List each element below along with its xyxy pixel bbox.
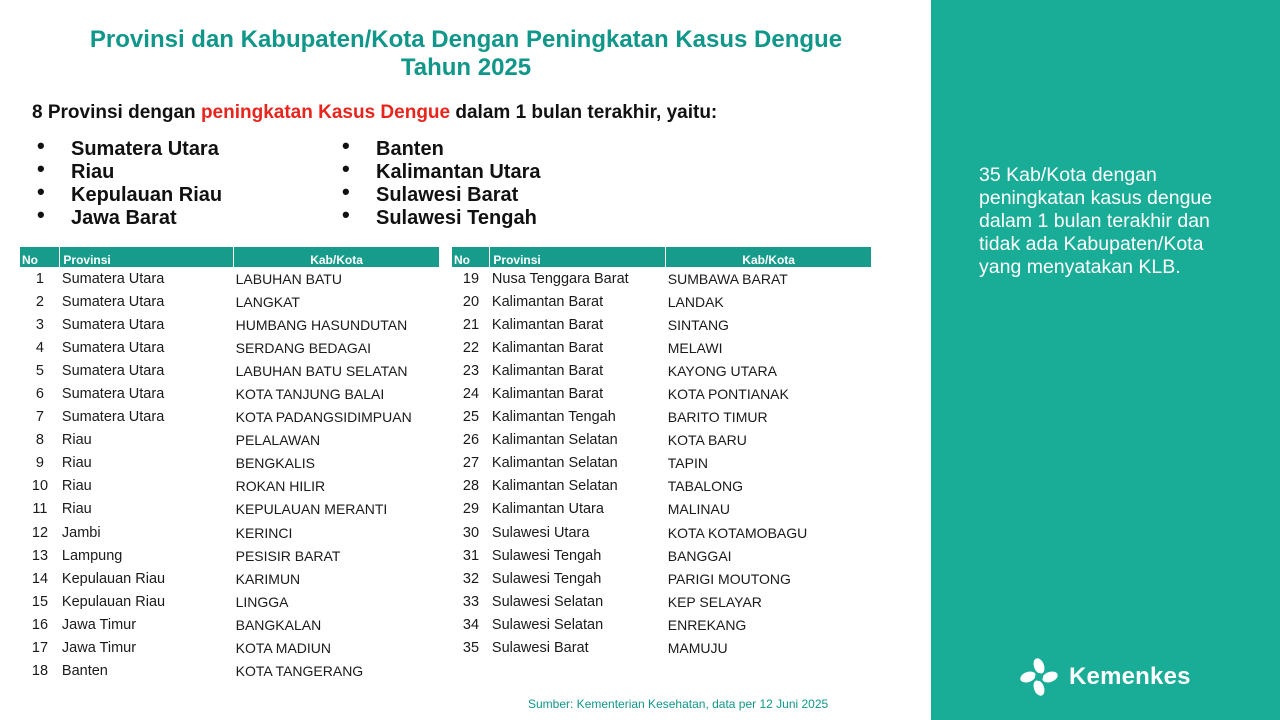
row-number: 29: [462, 501, 480, 518]
province-bullet-item: [37, 202, 222, 230]
table-row: [452, 452, 872, 475]
province-cell: Kepulauan Riau: [61, 593, 166, 610]
row-number: 33: [462, 593, 480, 610]
district-cell: KOTA MADIUN: [235, 640, 332, 657]
province-cell: Sumatera Utara: [61, 270, 165, 287]
province-cell: Kalimantan Barat: [491, 293, 604, 310]
district-cell: SERDANG BEDAGAI: [235, 339, 371, 356]
district-cell: MAMUJU: [667, 640, 728, 657]
header-provinsi: Provinsi: [490, 247, 666, 267]
row-number: 14: [31, 570, 49, 587]
table-row: [452, 544, 872, 567]
row-number: 26: [462, 432, 480, 449]
row-number: 32: [462, 570, 480, 587]
table-row: [452, 637, 872, 660]
district-cell: LABUHAN BATU: [235, 270, 342, 287]
district-cell: KOTA PONTIANAK: [667, 386, 789, 403]
province-cell: Banten: [61, 663, 108, 680]
table-row: [452, 498, 872, 521]
district-cell: TABALONG: [667, 478, 743, 495]
row-number: 30: [462, 524, 480, 541]
province-cell: Kepulauan Riau: [61, 570, 166, 587]
province-cell: Riau: [61, 478, 92, 495]
row-number: 17: [31, 640, 49, 657]
header-no: No: [20, 247, 60, 267]
province-bullet-item: [342, 202, 541, 230]
kemenkes-logo-icon: [1019, 657, 1059, 697]
province-cell: Nusa Tenggara Barat: [491, 270, 629, 287]
province-cell: Jawa Timur: [61, 616, 137, 633]
district-cell: LANGKAT: [235, 293, 300, 310]
province-cell: Riau: [61, 432, 92, 449]
district-table-1: [20, 247, 440, 683]
row-number: 27: [462, 455, 480, 472]
table-row: [20, 567, 440, 590]
province-cell: Riau: [61, 455, 92, 472]
table-row: [20, 590, 440, 613]
table-header-row: [452, 247, 872, 267]
table-row: [20, 336, 440, 359]
province-name: Sulawesi Barat: [376, 184, 519, 206]
province-list-left: [37, 133, 223, 230]
page-title-line-2: Tahun 2025: [400, 54, 532, 81]
province-cell: Kalimantan Barat: [491, 362, 604, 379]
province-cell: Kalimantan Barat: [491, 316, 604, 333]
table-row: [20, 452, 440, 475]
table-row: [452, 590, 872, 613]
province-bullet-item: [37, 179, 223, 207]
table-row: [20, 544, 440, 567]
kemenkes-logo: [1019, 657, 1191, 697]
row-number: 15: [31, 593, 49, 610]
table-row: [452, 406, 872, 429]
province-cell: Sulawesi Selatan: [491, 616, 604, 633]
table-row: [452, 359, 872, 382]
table-row: [20, 613, 440, 636]
row-number: 12: [31, 524, 49, 541]
table-row: [20, 660, 440, 683]
district-cell: KARIMUN: [235, 570, 301, 587]
table-row: [452, 336, 872, 359]
province-name: Sulawesi Tengah: [376, 207, 537, 229]
district-cell: PELALAWAN: [235, 432, 321, 449]
province-cell: Sumatera Utara: [61, 293, 165, 310]
district-cell: ROKAN HILIR: [235, 478, 326, 495]
row-number: 4: [35, 339, 44, 356]
province-name: Banten: [376, 138, 444, 160]
table-row: [20, 429, 440, 452]
district-cell: MALINAU: [667, 501, 730, 518]
row-number: 22: [462, 339, 480, 356]
district-cell: ENREKANG: [667, 616, 747, 633]
district-cell: KERINCI: [235, 524, 293, 541]
table-row: [20, 406, 440, 429]
district-cell: PESISIR BARAT: [235, 547, 341, 564]
bullet-dot: •: [37, 202, 45, 227]
district-cell: BANGGAI: [667, 547, 732, 564]
province-cell: Jambi: [61, 524, 101, 541]
province-name: Kepulauan Riau: [71, 184, 223, 206]
district-cell: KEP SELAYAR: [667, 593, 762, 610]
table-header-row: [20, 247, 440, 267]
district-cell: LANDAK: [667, 293, 724, 310]
province-name: Riau: [71, 161, 115, 183]
row-number: 31: [462, 547, 480, 564]
table-row: [20, 290, 440, 313]
bullet-dot: •: [342, 179, 350, 204]
bullet-dot: •: [342, 133, 350, 158]
bullet-dot: •: [342, 156, 350, 181]
bullet-dot: •: [37, 156, 45, 181]
row-number: 18: [31, 663, 49, 680]
row-number: 11: [32, 501, 48, 518]
province-list-right: [342, 133, 541, 230]
district-cell: KOTA BARU: [667, 432, 747, 449]
intro-suffix: dalam 1 bulan terakhir, yaitu:: [450, 102, 718, 123]
district-cell: TAPIN: [667, 455, 708, 472]
province-cell: Kalimantan Tengah: [491, 409, 616, 426]
row-number: 21: [462, 316, 480, 333]
row-number: 35: [462, 640, 480, 657]
table-row: [20, 498, 440, 521]
row-number: 19: [462, 270, 480, 287]
table-row: [452, 290, 872, 313]
province-cell: Kalimantan Barat: [491, 386, 604, 403]
province-bullet-item: [37, 156, 222, 184]
header-kab-kota: Kab/Kota: [234, 247, 440, 267]
bullet-dot: •: [37, 179, 45, 204]
row-number: 9: [35, 455, 44, 472]
row-number: 6: [35, 386, 44, 403]
source-note: Sumber: Kementerian Kesehatan, data per 12 Juni 2025: [528, 697, 829, 711]
table-row: [452, 429, 872, 452]
row-number: 3: [35, 316, 44, 333]
province-cell: Sumatera Utara: [61, 386, 165, 403]
province-cell: Sumatera Utara: [61, 362, 165, 379]
table-row: [20, 382, 440, 405]
province-cell: Jawa Timur: [61, 640, 137, 657]
province-cell: Kalimantan Selatan: [491, 478, 618, 495]
district-cell: MELAWI: [667, 339, 723, 356]
district-cell: HUMBANG HASUNDUTAN: [235, 316, 408, 333]
kemenkes-logo-text: Kemenkes: [1069, 663, 1191, 690]
table-row: [452, 567, 872, 590]
summary-panel: [931, 0, 1280, 720]
province-name: Kalimantan Utara: [376, 161, 541, 183]
table-row: [452, 521, 872, 544]
district-cell: KOTA TANJUNG BALAI: [235, 386, 385, 403]
district-cell: LINGGA: [235, 593, 289, 610]
row-number: 20: [462, 293, 480, 310]
district-cell: KOTA TANGERANG: [235, 663, 364, 680]
table-row: [20, 313, 440, 336]
province-cell: Kalimantan Selatan: [491, 455, 618, 472]
row-number: 8: [35, 432, 44, 449]
district-cell: BARITO TIMUR: [667, 409, 768, 426]
row-number: 23: [462, 362, 480, 379]
province-bullet-item: [342, 179, 541, 207]
row-number: 16: [31, 616, 49, 633]
table-row: [20, 475, 440, 498]
province-cell: Sumatera Utara: [61, 409, 165, 426]
province-cell: Kalimantan Barat: [491, 339, 604, 356]
table-row: [20, 521, 440, 544]
table-row: [452, 313, 872, 336]
page-title: [0, 26, 932, 82]
header-provinsi: Provinsi: [60, 247, 234, 267]
province-cell: Sumatera Utara: [61, 316, 165, 333]
row-number: 24: [462, 386, 480, 403]
intro-highlight: peningkatan Kasus Dengue: [200, 102, 451, 123]
province-name: Jawa Barat: [71, 207, 177, 229]
table-row: [452, 382, 872, 405]
table-row: [20, 267, 440, 290]
row-number: 2: [35, 293, 44, 310]
district-cell: SINTANG: [667, 316, 729, 333]
district-cell: KAYONG UTARA: [667, 362, 777, 379]
table-row: [452, 267, 872, 290]
district-cell: KOTA PADANGSIDIMPUAN: [235, 409, 412, 426]
district-cell: BENGKALIS: [235, 455, 315, 472]
district-table-2: [452, 247, 872, 660]
bullet-dot: •: [37, 133, 45, 158]
district-cell: PARIGI MOUTONG: [667, 570, 791, 587]
summary-text: 35 Kab/Kota dengan peningkatan kasus dengue dalam 1 bulan terakhir dan tidak ada Kabupaten/Kota yang menyatakan KLB.: [979, 164, 1213, 278]
page-title-line-1: Provinsi dan Kabupaten/Kota Dengan Peningkatan Kasus Dengue: [89, 26, 843, 53]
district-cell: LABUHAN BATU SELATAN: [235, 362, 408, 379]
intro-prefix: 8 Provinsi dengan: [32, 102, 201, 123]
district-cell: BANGKALAN: [235, 616, 322, 633]
table-row: [452, 475, 872, 498]
province-cell: Sulawesi Utara: [491, 524, 590, 541]
table-row: [20, 637, 440, 660]
bullet-dot: •: [342, 202, 350, 227]
provinces-intro: [32, 102, 717, 124]
row-number: 28: [462, 478, 480, 495]
table-row: [452, 613, 872, 636]
province-cell: Kalimantan Selatan: [491, 432, 618, 449]
row-number: 10: [31, 478, 49, 495]
province-bullet-item: [342, 133, 541, 161]
table-row: [20, 359, 440, 382]
row-number: 13: [31, 547, 49, 564]
province-cell: Sulawesi Tengah: [491, 547, 602, 564]
province-bullet-item: [37, 133, 222, 161]
row-number: 25: [462, 409, 480, 426]
province-cell: Riau: [61, 501, 92, 518]
province-cell: Sulawesi Selatan: [491, 593, 604, 610]
province-cell: Sulawesi Barat: [491, 640, 589, 657]
province-name: Sumatera Utara: [71, 138, 219, 160]
row-number: 5: [35, 362, 44, 379]
row-number: 1: [35, 270, 44, 287]
province-cell: Kalimantan Utara: [491, 501, 604, 518]
province-cell: Sumatera Utara: [61, 339, 165, 356]
district-cell: KOTA KOTAMOBAGU: [667, 524, 808, 541]
district-cell: SUMBAWA BARAT: [667, 270, 788, 287]
province-cell: Lampung: [61, 547, 123, 564]
row-number: 7: [35, 409, 44, 426]
row-number: 34: [462, 616, 480, 633]
header-kab-kota: Kab/Kota: [666, 247, 872, 267]
district-cell: KEPULAUAN MERANTI: [235, 501, 388, 518]
province-cell: Sulawesi Tengah: [491, 570, 602, 587]
province-bullet-item: [342, 156, 541, 184]
header-no: No: [452, 247, 490, 267]
